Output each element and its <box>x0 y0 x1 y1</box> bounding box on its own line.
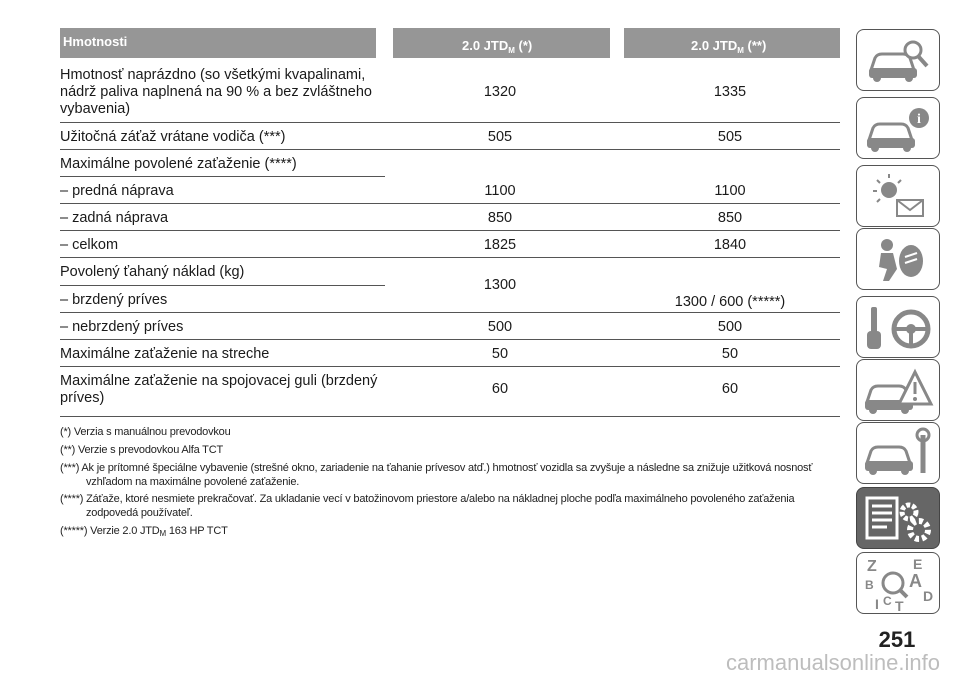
svg-text:A: A <box>909 571 922 591</box>
row-empty-weight-v1: 1320 <box>483 84 517 100</box>
svg-text:T: T <box>895 598 904 614</box>
row-total-label: – celkom <box>60 237 119 253</box>
row-rear-axle-v2: 850 <box>717 210 743 226</box>
warning-light-message-icon <box>857 166 941 228</box>
svg-text:I: I <box>875 596 879 612</box>
row-unbraked-trailer-v1: 500 <box>487 319 513 335</box>
row-roof-load-v1: 50 <box>491 346 509 362</box>
row-max-load-label: Maximálne povolené zaťaženie (****) <box>60 156 297 172</box>
row-empty-weight-label: Hmotnosť naprázdno (so všetkými kvapalinami, nádrž paliva naplnená na 90 % a bez zvláštneho vybavenia) <box>60 67 372 117</box>
row-divider <box>60 122 840 123</box>
row-unbraked-trailer-label: – nebrzdený príves <box>60 319 184 335</box>
car-info-icon <box>857 98 941 160</box>
row-front-axle-v1: 1100 <box>484 183 516 199</box>
car-wrench-icon <box>857 423 941 485</box>
svg-text:B: B <box>865 578 874 592</box>
svg-text:Z: Z <box>867 558 877 575</box>
sidebar-tab-airbag[interactable] <box>856 228 940 290</box>
row-empty-weight-v2: 1335 <box>713 84 747 100</box>
svg-text:E: E <box>913 556 923 572</box>
row-payload-v1: 505 <box>487 129 513 145</box>
row-divider <box>60 149 840 150</box>
row-towball-load-v1: 60 <box>491 381 509 397</box>
row-roof-load-label: Maximálne zaťaženie na streche <box>60 346 270 362</box>
row-towing-label: Povolený ťahaný náklad (kg) <box>60 264 245 280</box>
svg-text:D: D <box>923 588 934 604</box>
car-search-icon <box>857 30 941 92</box>
row-rear-axle-label: – zadná náprava <box>60 210 169 226</box>
row-rear-axle-v1: 850 <box>487 210 513 226</box>
car-warning-triangle-icon <box>857 360 941 422</box>
row-roof-load-v2: 50 <box>721 346 739 362</box>
row-divider <box>60 339 840 340</box>
footnote-4: (****) Záťaže, ktoré nesmiete prekračovať. Za ukladanie vecí v batožinovom priestore a/alebo na nákladnej ploche podľa maximálneho povoleného zaťaženia zodpovedá používateľ. <box>60 493 795 519</box>
footnote-2: (**) Verzie s prevodovkou Alfa TCT <box>60 444 223 456</box>
row-divider <box>60 312 840 313</box>
row-divider <box>60 257 840 258</box>
header-cell-tct <box>624 28 840 58</box>
row-divider <box>60 366 840 367</box>
row-divider <box>60 176 385 177</box>
header-tct-label: 2.0 $JTD_M$ (**) <box>691 38 767 55</box>
row-divider <box>60 203 840 204</box>
footnote-5: (*****) Verzie 2.0 $JTD_M$ 163 HP TCT <box>60 525 228 538</box>
row-front-axle-label: – predná náprava <box>60 183 174 199</box>
header-cell-manual <box>393 28 610 58</box>
row-payload-label: Užitočná záťaž vrátane vodiča (***) <box>60 129 286 145</box>
row-braked-trailer-label: – brzdený príves <box>60 292 168 308</box>
sidebar-tab-car-info[interactable] <box>856 97 940 159</box>
row-divider <box>60 230 840 231</box>
watermark: carmanualsonline.info <box>725 650 940 675</box>
row-unbraked-trailer-v2: 500 <box>717 319 743 335</box>
svg-text:i: i <box>917 112 921 127</box>
page-number: 251 <box>878 627 916 652</box>
sidebar-tab-car-search[interactable] <box>856 29 940 91</box>
sidebar-tab-car-service[interactable] <box>856 422 940 484</box>
row-payload-v2: 505 <box>717 129 743 145</box>
sidebar-tab-key-steering[interactable] <box>856 296 940 358</box>
alphabet-index-icon <box>857 553 941 615</box>
header-manual-label: 2.0 $JTD_M$ (*) <box>462 38 533 55</box>
row-braked-trailer-v1: 1300 <box>483 277 517 293</box>
airbag-person-icon <box>857 229 941 291</box>
row-total-v2: 1840 <box>713 237 747 253</box>
row-total-v1: 1825 <box>483 237 517 253</box>
sidebar-tab-specifications[interactable] <box>856 487 940 549</box>
row-divider <box>60 416 840 417</box>
header-weights-label: Hmotnosti <box>63 34 128 49</box>
header-cell-weights <box>60 28 376 58</box>
sidebar-tab-warning-lights[interactable] <box>856 165 940 227</box>
row-towball-load-v2: 60 <box>721 381 739 397</box>
sidebar-tab-index[interactable] <box>856 552 940 614</box>
row-front-axle-v2: 1100 <box>714 183 746 199</box>
row-braked-trailer-v2: 1300 / 600 (*****) <box>674 294 786 310</box>
svg-text:C: C <box>883 594 892 608</box>
row-towball-load-label: Maximálne zaťaženie na spojovacej guli (brzdený príves) <box>60 373 378 406</box>
key-steering-wheel-icon <box>857 297 941 359</box>
footnote-1: (*) Verzia s manuálnou prevodovkou <box>60 426 231 438</box>
row-divider <box>60 285 385 286</box>
specs-list-gear-icon <box>857 488 941 550</box>
footnote-3: (***) Ak je prítomné špeciálne vybavenie (strešné okno, zariadenie na ťahanie prívesov atď.) hmotnosť vozidla sa zvyšuje a následne sa znižuje užitková nosnosť vzhľadom na maximálne povolené zaťaženie. <box>60 462 813 488</box>
sidebar-tab-car-warning[interactable] <box>856 359 940 421</box>
